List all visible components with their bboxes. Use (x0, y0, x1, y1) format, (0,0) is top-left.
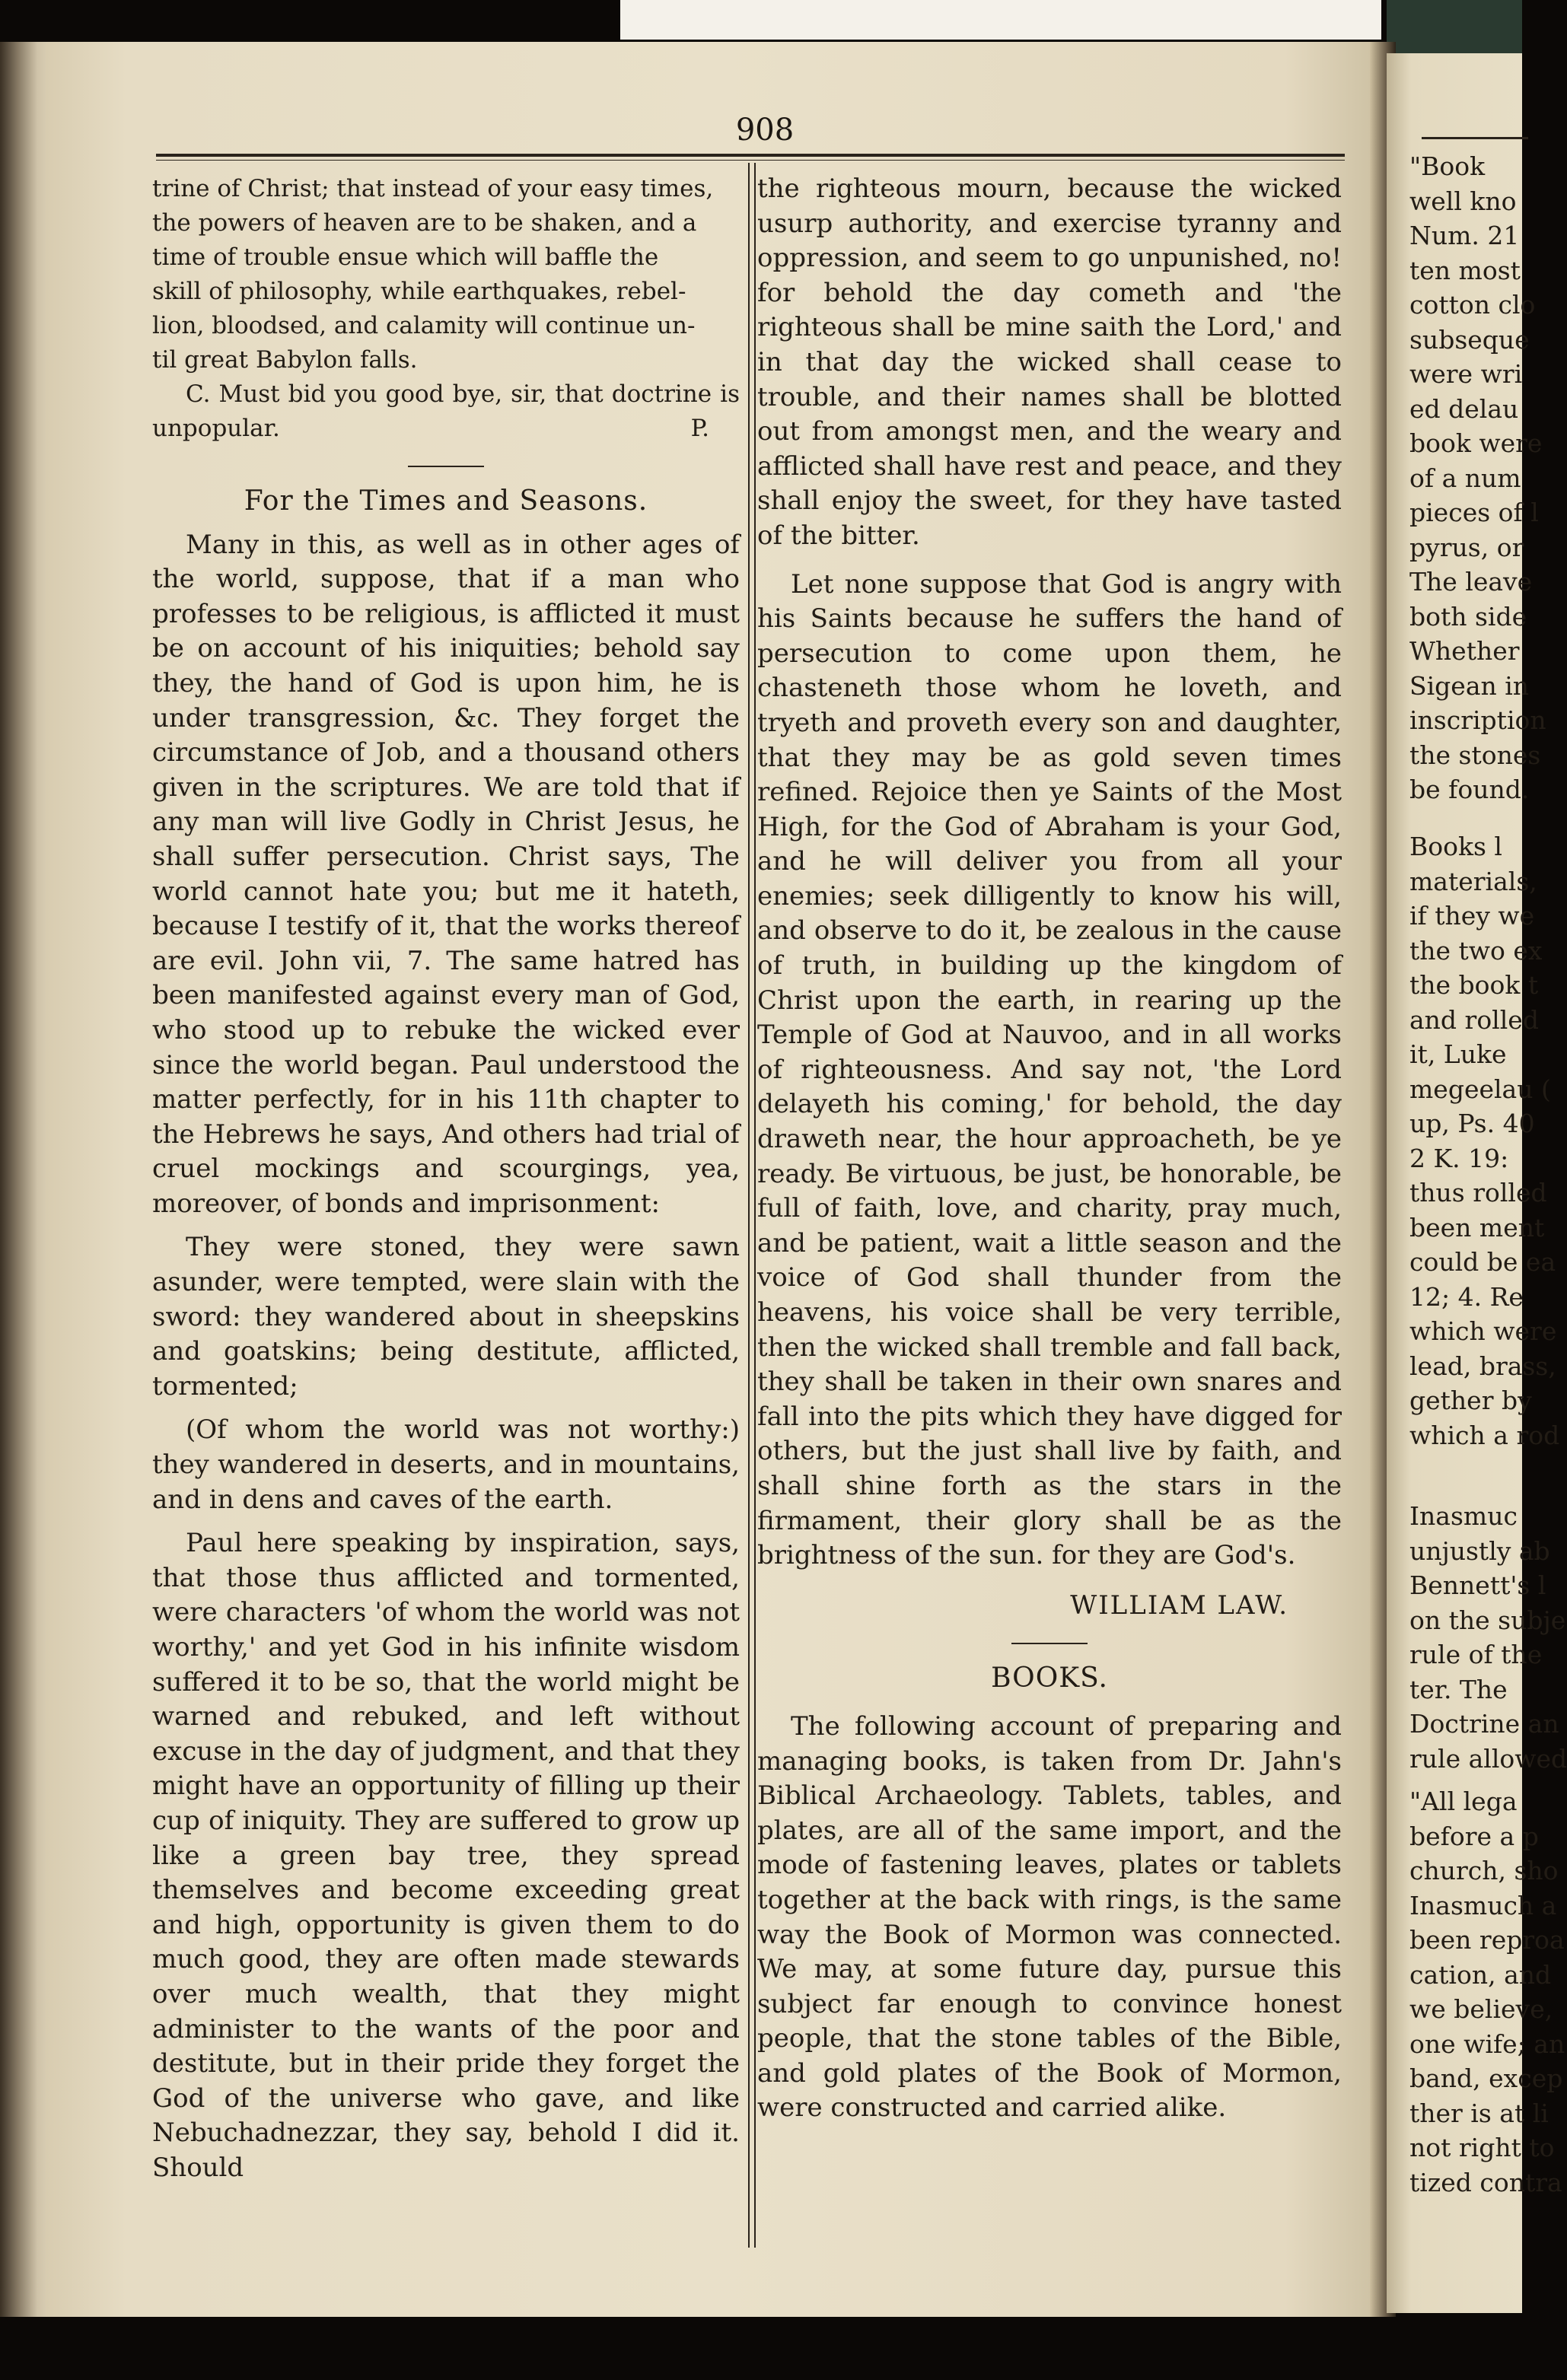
page-number: 908 (735, 113, 795, 148)
section-divider (408, 466, 484, 467)
facing-line: the book t (1409, 970, 1539, 1000)
column-divider (748, 163, 756, 2248)
books-paragraph: The following account of preparing and managing books, is taken from Dr. Jahn's Biblical Archaeology. Tablets, tables, and plates, are all of the same import, and the mode of fastening leaves, plates or tablets together at the back with rings, is the same way the Book of Mormon was connected. We may, at some future day, pursue this subject far enough to convince honest people, that the stone tables of the Bible, and gold plates of the Book of Mormon, were constructed and carried alike. (757, 1710, 1342, 2124)
facing-line: tized contra (1409, 2167, 1562, 2197)
facing-line: cotton clo (1409, 290, 1536, 320)
facing-line: we believe, (1409, 1994, 1553, 2024)
facing-line: pyrus, or (1409, 532, 1524, 562)
section-divider (1011, 1643, 1088, 1644)
intro-line: til great Babylon falls. (152, 346, 418, 374)
facing-line: were wri (1409, 359, 1523, 389)
facing-page-text-block (1409, 149, 1562, 807)
facing-line: could be ea (1409, 1247, 1556, 1277)
header-rule-thin (156, 160, 1345, 161)
facing-line: been ment (1409, 1212, 1545, 1242)
facing-line: inscription (1409, 705, 1546, 735)
facing-line: rule allowed (1409, 1743, 1567, 1774)
facing-line: which were (1409, 1316, 1557, 1346)
scan-background-top (620, 0, 1381, 40)
facing-line: cation, and (1409, 1959, 1552, 1990)
facing-line: The leave (1409, 567, 1533, 597)
facing-page-text-block (1409, 1499, 1567, 1776)
books-heading: BOOKS. (991, 1662, 1108, 1694)
facing-line: ter. The (1409, 1674, 1508, 1704)
facing-line: gether by (1409, 1386, 1532, 1415)
intro-line: lion, bloodsed, and calamity will continue un- (152, 312, 696, 339)
facing-line: pieces of l (1409, 498, 1539, 527)
facing-line: Bennett's l (1409, 1570, 1546, 1600)
facing-line: not right to (1409, 2133, 1555, 2162)
facing-line: which a rod (1409, 1420, 1560, 1450)
facing-line: if they we (1409, 901, 1535, 931)
facing-line: "Book (1409, 151, 1486, 181)
facing-line: ten most (1409, 255, 1521, 285)
header-rule (156, 154, 1345, 157)
scripture-quote: They were stoned, they were sawn asunder, were tempted, were slain with the sword: they wandered about in sheepskins and goatskins; being destitute, afflicted, tormented; (152, 1232, 740, 1402)
facing-line: one wife; an (1409, 2028, 1565, 2059)
facing-line: megeelau ( (1409, 1074, 1551, 1104)
facing-line: ther is at li (1409, 2098, 1549, 2128)
left-column (152, 172, 740, 2186)
intro-line: the powers of heaven are to be shaken, and a (152, 209, 697, 237)
facing-line: the two ex (1409, 935, 1543, 966)
facing-line: Doctrine an (1409, 1709, 1559, 1739)
author-signature: WILLIAM LAW. (1070, 1589, 1288, 1621)
facing-line: church, sho (1409, 1856, 1559, 1885)
facing-page-text-block (1409, 1784, 1565, 2200)
book-cover-edge (1387, 0, 1522, 53)
facing-line: thus rolled (1409, 1178, 1547, 1208)
facing-line: Whether (1409, 636, 1520, 666)
right-column (757, 172, 1342, 2126)
facing-line: both side (1409, 601, 1527, 632)
article-paragraph: Let none suppose that God is angry with his Saints because he suffers the hand of persecution to come upon them, he chasteneth those whom he loveth, and tryeth and proveth every son and daughter, that they may be as gold seven times refined. Rejoice then ye Saints of the Most High, for the God of Abraham is your God, and he will deliver you from all your enemies; seek dilligently to know his will, and observe to do it, be zealous in the cause of truth, in building up the kingdom of Christ upon the earth, in rearing up the Temple of God at Nauvoo, and in all works of righteousness. And say not, 'the Lord delayeth his coming,' for behold, the day draweth near, the hour approacheth, be ye ready. Be virtuous, be just, be honorable, be full of faith, love, and charity, pray much, and be patient, wait a little season and the voice of God shall thunder from the heavens, his voice shall be very terrible, then the wicked shall tremble and fall back, they shall be taken in their own snares and fall into the pits which they have digged for others, but the just shall live by faith, and shall shine forth as the stars in the firmament, their glory shall be as the brightness of the sun. for they are God's. (757, 568, 1342, 1571)
facing-line: materials, (1409, 866, 1537, 896)
facing-line: 2 K. 19: (1409, 1143, 1509, 1173)
facing-line: Sigean in (1409, 670, 1530, 701)
facing-line: on the subje (1409, 1605, 1566, 1635)
facing-line: lead, brass, (1409, 1351, 1556, 1381)
closing-dialogue: C. Must bid you good bye, sir, that doctrine is unpopular. (152, 380, 740, 442)
facing-line: of a num (1409, 463, 1521, 493)
facing-line: before a p (1409, 1821, 1539, 1851)
facing-page-text-block (1409, 829, 1562, 1452)
closing-initial: P. (690, 415, 709, 442)
facing-line: up, Ps. 40 (1409, 1109, 1535, 1138)
article-heading: For the Times and Seasons. (244, 485, 648, 517)
facing-line: the stones (1409, 740, 1541, 770)
facing-line: subseque (1409, 324, 1530, 355)
article-paragraph: Paul here speaking by inspiration, says, that those thus afflicted and tormented, were characters 'of whom the world was not worthy,' and yet God in his infinite wisdom suffered it to be so, that the world might be warned and rebuked, and left without excuse in the day of judgment, and that they might have an opportunity of filling up their cup of iniquity. They are suffered to grow up like a green bay tree, they spread themselves and become exceeding great and high, opportunity is given them to do much good, they are often made stewards over much wealth, that they might administer to the wants of the poor and destitute, but in their pride they forget the God of the universe who gave, and like Nebuchadnezzar, they say, behold I did it. Should (152, 1528, 740, 2183)
facing-line: band, excep (1409, 2063, 1563, 2093)
facing-line: been reproa (1409, 1925, 1565, 1955)
facing-line: "All lega (1409, 1787, 1518, 1816)
facing-line: well kno (1409, 186, 1517, 216)
intro-line: skill of philosophy, while earthquakes, rebel- (152, 278, 686, 305)
facing-line: unjustly ab (1409, 1535, 1550, 1566)
scripture-quote: (Of whom the world was not worthy:) they wandered in deserts, and in mountains, and in dens and caves of the earth. (152, 1414, 740, 1515)
intro-line: time of trouble ensue which will baffle the (152, 243, 659, 271)
facing-line: be found. (1409, 775, 1530, 804)
facing-line: it, Luke (1409, 1039, 1507, 1069)
facing-line: rule of the (1409, 1640, 1543, 1669)
article-paragraph: Many in this, as well as in other ages of the world, suppose, that if a man who professes to be religious, is afflicted it must be on account of his iniquities; behold say they, the hand of God is upon him, he is under transgression, &c. They forget the circumstance of Job, and a thousand others given in the scriptures. We are told that if any man will live Godly in Christ Jesus, he shall suffer persecution. Christ says, The world cannot hate you; but me it hateth, because I testify of it, that the works thereof are evil. John vii, 7. The same hatred has been manifested against every man of God, who stood up to rebuke the wicked ever since the world began. Paul understood the matter perfectly, for in his 11th chapter to the Hebrews he says, And others had trial of cruel mockings and scourgings, yea, moreover, of bonds and imprisonment: (152, 529, 740, 1219)
facing-line: Books l (1409, 832, 1502, 861)
article-paragraph: the righteous mourn, because the wicked usurp authority, and exercise tyranny and oppression, and seem to go unpunished, no! for behold the day cometh and 'the righteous shall be mine saith the Lord,' and in that day the wicked shall cease to trouble, and their names shall be blotted out from amongst men, and the weary and afflicted shall have rest and peace, and they shall enjoy the sweet, for they have tasted of the bitter. (757, 173, 1342, 551)
facing-line: Num. 21 (1409, 221, 1520, 250)
facing-line: book were (1409, 428, 1543, 458)
facing-page-rule (1422, 137, 1528, 139)
intro-line: trine of Christ; that instead of your easy times, (152, 175, 714, 202)
facing-line: 12; 4. Re (1409, 1281, 1524, 1312)
facing-line: ed delau (1409, 393, 1519, 424)
facing-line: Inasmuch a (1409, 1890, 1557, 1920)
facing-line: Inasmuc (1409, 1501, 1518, 1531)
facing-line: and rolled (1409, 1004, 1539, 1035)
